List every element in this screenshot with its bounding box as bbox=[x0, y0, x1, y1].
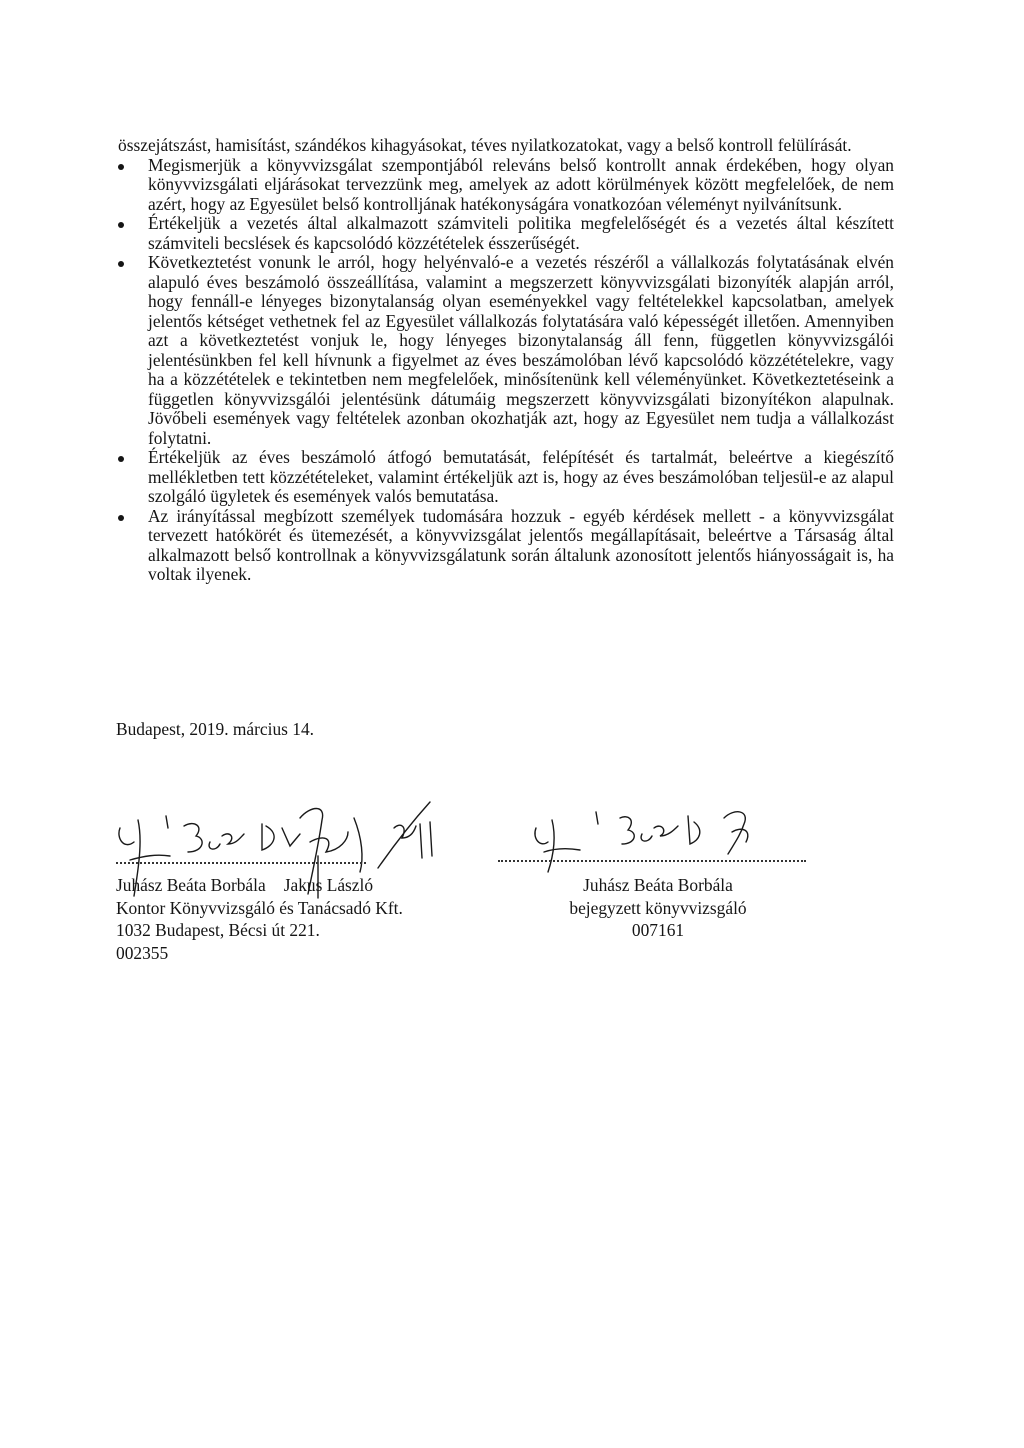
bullet-list bbox=[118, 156, 894, 585]
continuation-paragraph: összejátszást, hamisítást, szándékos kihagyásokat, téves nyilatkozatokat, vagy a belső kontroll felülírását. bbox=[118, 135, 852, 155]
signature-line-left bbox=[116, 862, 366, 864]
signature-block-left bbox=[116, 874, 403, 964]
place-and-date: Budapest, 2019. március 14. bbox=[116, 719, 315, 739]
bullet-icon bbox=[118, 261, 124, 267]
signer-name: Juhász Beáta Borbála bbox=[116, 875, 266, 895]
bullet-text: Megismerjük a könyvvizsgálat szempontjából releváns belső kontrollt annak érdekében, hogy olyan könyvvizsgálati eljárásokat tervezzünk meg, amelyek az adott körülmények között megfelelőek, de nem azért, hogy az Egyesület belső kontrolljának hatékonyságára vonatkozóan véleményt nyilvánítsunk. bbox=[148, 154, 894, 214]
registration-number: 002355 bbox=[116, 942, 169, 963]
signature-block-right bbox=[560, 874, 756, 942]
company-name: Kontor Könyvvizsgáló és Tanácsadó Kft. bbox=[116, 897, 403, 918]
handwritten-signature-right bbox=[528, 804, 768, 874]
signer-title: bejegyzett könyvvizsgáló bbox=[569, 897, 747, 918]
bullet-text: Az irányítással megbízott személyek tudomására hozzuk - egyéb kérdések mellett - a könyvvizsgálat tervezett hatókörét és ütemezését, a könyvvizsgálat jelentős megállapításait, beleértve a Társaság által alkalmazott belső kontrollnak a könyvvizsgálatunk során általunk azonosított jelentős hiányosságait is, ha voltak ilyenek. bbox=[148, 505, 894, 584]
bullet-icon bbox=[118, 222, 124, 228]
list-item bbox=[118, 253, 894, 448]
bullet-icon bbox=[118, 456, 124, 462]
signer-names bbox=[116, 874, 403, 897]
bullet-text: Következtetést vonunk le arról, hogy helyénvaló-e a vezetés részéről a vállalkozás folytatásának elvén alapuló éves beszámoló összeállítása, valamint a megszerzett könyvvizsgálati bizonyíték alapján arról, hogy fennáll-e lényeges bizonytalanság olyan eseményekkel vagy feltételekkel kapcsolatban, amelyek jelentős kétséget vethetnek fel az Egyesület vállalkozás folytatására való képességét illetően. Amennyiben azt a következtetést vonjuk le, hogy lényeges bizonytalanság áll fenn, független könyvvizsgálói jelentésünkben fel kell hívnunk a figyelmet az éves beszámolóban lévő kapcsolódó közzétételekre, vagy ha a közzétételek e tekintetben nem megfelelőek, minősítenünk kell véleményünket. Következtetéseink a független könyvvizsgálói jelentésünk dátumáig megszerzett könyvvizsgálati bizonyítékon alapulnak. Jövőbeli események vagy feltételek azonban okozhatják azt, hogy az Egyesület nem tudja a vállalkozást folytatni. bbox=[148, 252, 894, 448]
list-item bbox=[118, 156, 894, 215]
body-text bbox=[118, 136, 894, 585]
list-item bbox=[118, 448, 894, 507]
list-item bbox=[118, 214, 894, 253]
signer-name: Jakus László bbox=[283, 875, 374, 895]
list-item bbox=[118, 507, 894, 585]
registration-number: 007161 bbox=[631, 920, 685, 940]
signature-line-right bbox=[498, 860, 806, 862]
signer-name: Juhász Beáta Borbála bbox=[583, 875, 733, 895]
bullet-text: Értékeljük az éves beszámoló átfogó bemutatását, felépítését és tartalmát, beleértve a kiegészítő mellékletben tett közzétételeket, valamint értékeljük azt is, hogy az éves beszámolóban teljesül-e az alapul szolgáló ügyletek és események valós bemutatása. bbox=[148, 447, 894, 506]
bullet-text: Értékeljük a vezetés által alkalmazott számviteli politika megfelelőségét és a vezetés által készített számviteli becslések és kapcsolódó közzétételek ésszerűségét. bbox=[148, 213, 894, 253]
bullet-icon bbox=[118, 515, 124, 521]
bullet-icon bbox=[118, 164, 124, 170]
company-address: 1032 Budapest, Bécsi út 221. bbox=[116, 920, 320, 940]
